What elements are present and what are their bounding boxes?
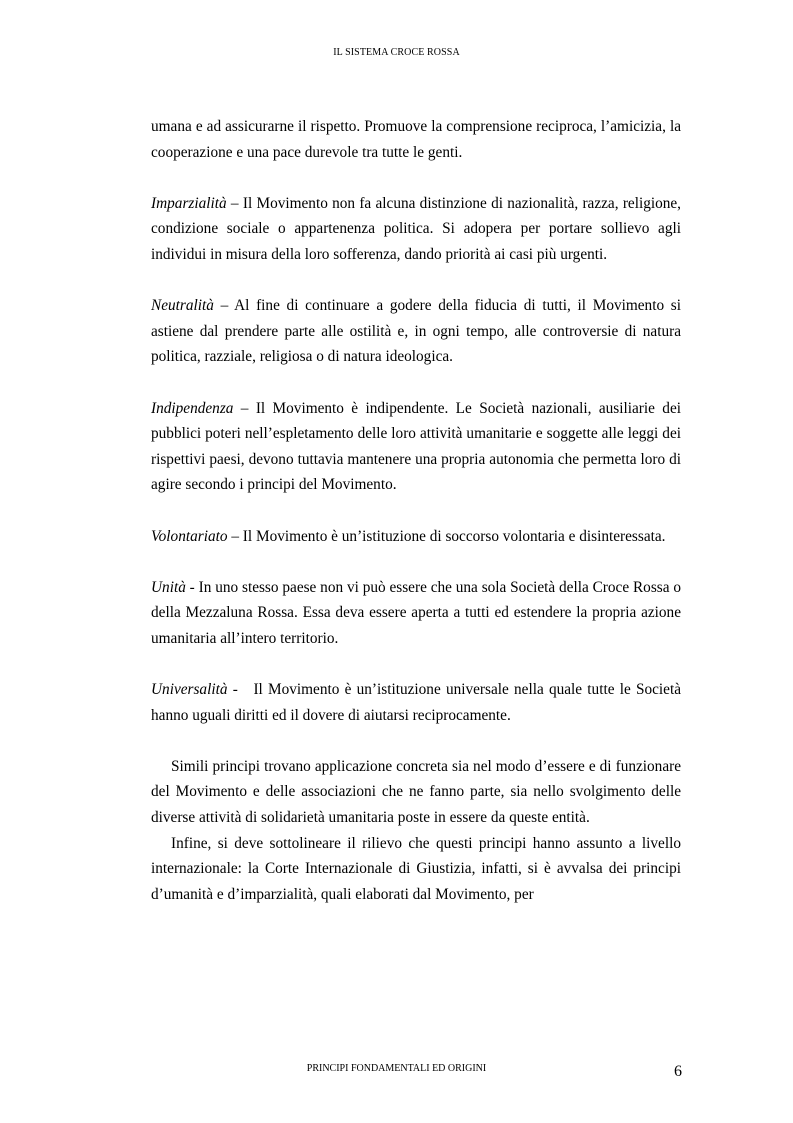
principle-term: Neutralità <box>151 297 214 315</box>
paragraph-text: Il Movimento è un’istituzione universale nella quale tutte le Società hanno uguali diritti ed il dovere di aiutarsi reciprocamente. <box>151 681 685 724</box>
principle-term: Universalità <box>151 681 228 699</box>
paragraph-text: Il Movimento è un’istituzione di soccorso volontaria e disinteressata. <box>242 527 666 545</box>
principle-term: Volontariato <box>151 527 228 545</box>
principle-term: Imparzialità <box>151 194 227 212</box>
paragraph-volontariato <box>151 524 681 550</box>
paragraph-universalita <box>151 677 685 728</box>
term-separator: - <box>185 578 199 596</box>
term-separator: – <box>227 527 243 545</box>
running-header: IL SISTEMA CROCE ROSSA <box>333 47 460 58</box>
term-separator: – <box>226 194 243 212</box>
page-number: 6 <box>674 1063 682 1080</box>
principle-term: Indipendenza <box>151 399 234 417</box>
paragraph-infine: Infine, si deve sottolineare il rilievo che questi principi hanno assunto a livello internazionale: la Corte Internazionale di Giustizia, infatti, si è avvalsa dei principi d’umanità e d’imparzialità, quali elaborati dal Movimento, per <box>151 834 681 903</box>
principle-term: Unità <box>151 578 186 596</box>
paragraph-text: In uno stesso paese non vi può essere che una sola Società della Croce Rossa o della Mezzaluna Rossa. Essa deva essere aperta a tutti ed estendere la propria azione umanitaria all’intero territorio. <box>151 578 681 647</box>
paragraph-unita <box>151 575 681 652</box>
paragraph-text: Il Movimento è indipendente. Le Società nazionali, ausiliarie dei pubblici poteri nell’espletamento delle loro attività umanitarie e soggette alle leggi dei rispettivi paesi, devono tuttavia mantenere una propria autonomia che permetta loro di agire secondo i principi del Movimento. <box>151 399 681 494</box>
paragraph-text: Al fine di continuare a godere della fiducia di tutti, il Movimento si astiene dal prendere parte alle ostilità e, in ogni tempo, alle controversie di natura politica, razziale, religiosa o di natura ideologica. <box>151 297 681 366</box>
term-separator: - <box>227 681 254 699</box>
body-text <box>151 114 685 907</box>
paragraph-neutralita <box>151 293 681 370</box>
paragraph-umanita-continuation <box>151 114 681 165</box>
term-separator: – <box>233 399 256 417</box>
term-separator: – <box>213 297 235 315</box>
paragraph-indipendenza <box>151 396 681 498</box>
paragraph-imparzialita <box>151 191 681 268</box>
paragraph-text: Il Movimento non fa alcuna distinzione di nazionalità, razza, religione, condizione sociale o appartenenza politica. Si adopera per portare sollievo agli individui in misura della loro sofferenza, dando priorità ai casi più urgenti. <box>151 194 682 263</box>
paragraph-simili-principi: Simili principi trovano applicazione concreta sia nel modo d’essere e di funzionare del Movimento e delle associazioni che ne fanno parte, sia nello svolgimento delle diverse attività di solidarietà umanitaria poste in essere da queste entità. <box>151 757 681 827</box>
paragraph-text: umana e ad assicurarne il rispetto. Promuove la comprensione reciproca, l’amicizia, la cooperazione e una pace durevole tra tutte le genti. <box>151 118 681 161</box>
running-footer: PRINCIPI FONDAMENTALI ED ORIGINI <box>306 1063 487 1074</box>
